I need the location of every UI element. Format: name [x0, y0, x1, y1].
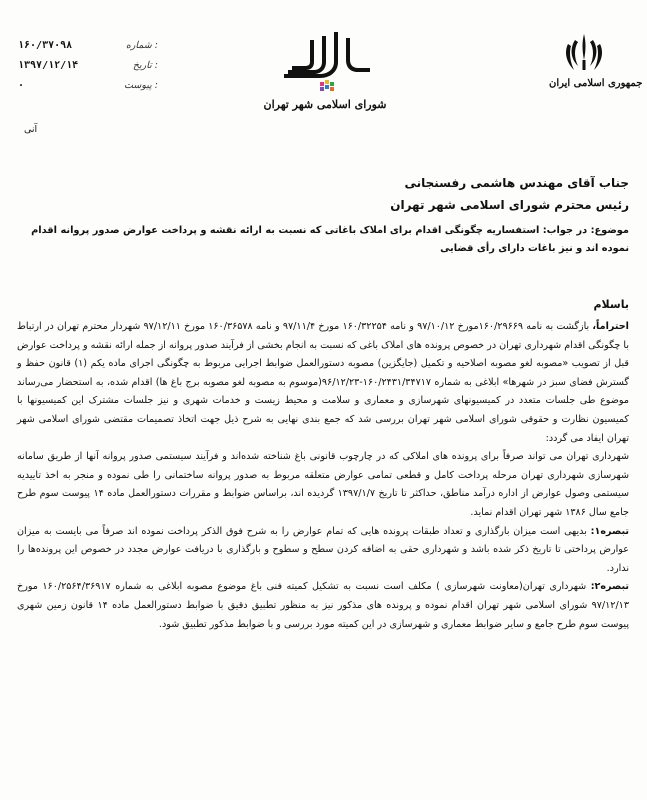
ruling-paragraph: شهرداری تهران می تواند صرفاً برای پرونده های املاکی که در چارچوب قانونی باغ شناخته شده‌اند و فرآیند سیستمی صدور پروانه آنها از طریق سامانه شهرسازی شهرداری تهران مرحله پرداخت کامل و قطعی تمامی عوارض متعلقه مربوط به صدور پروانه ساختمانی را طی نموده و منجر به اخذ تاییدیه سیستمی وصول عوارض از اداره درآمد مناطق، حداکثر تا تاریخ ۱۳۹۷/۱/۷ گردیده اند، براساس ضوابط و مقررات دستورالعمل ماده ۱۴ پیوست سوم طرح جامع سال ۱۳۸۶ شهر تهران اقدام نماید.: [17, 451, 630, 518]
note-2-label: تبصره۲:: [590, 581, 629, 593]
national-emblem: [549, 30, 643, 89]
urgency-flag: آنی: [24, 124, 38, 135]
council-logo: [260, 32, 390, 111]
meta-attachment-row: [18, 80, 158, 100]
intro-paragraph: [17, 318, 629, 448]
note-1: [17, 523, 629, 579]
letter-date: ۱۳۹۷/۱۲/۱۴: [18, 60, 79, 71]
subject-label: موضوع:: [590, 225, 629, 236]
subject-text: در جواب: استفساریه چگونگی اقدام برای املاک باغاتی که نسبت به ارائه نقشه و پرداخت عوارض صدور پروانه اقدام نموده اند و نیز باغات دارای رأی قضایی: [31, 225, 629, 254]
attachment-label: پیوست :: [124, 80, 158, 91]
addressee: [29, 172, 629, 216]
meta-number-row: [18, 40, 158, 60]
addressee-name: جناب آقای مهندس هاشمی رفسنجانی: [404, 176, 629, 190]
council-name: شورای اسلامی شهر تهران: [263, 98, 387, 111]
meta-date-row: [18, 60, 158, 80]
country-name: جمهوری اسلامی ایران: [549, 78, 643, 89]
intro-label: احتراماً،: [592, 321, 629, 332]
note-2-text: شهرداری تهران(معاونت شهرسازی ) مکلف است نسبت به تشکیل کمیته فنی باغ موضوع مصوبه ابلاغی به شماره ۱۶۰/۲۵۶۴/۳۶۹۱۷ مورخ ۹۷/۱۲/۱۳ شورای اسلامی شهر تهران اقدام نموده و پرونده های مذکور نیز به منظور تطبیق دقیق با ضوابط دستورالعمل ماده ۱۴ قانون زمین شهری پیوست سوم طرح جامع و سایر ضوابط معماری و شهرسازی در این کمیته مورد بررسی و با ضوابط مذکور تطبیق شود.: [17, 581, 629, 630]
letter-body: [17, 318, 629, 634]
note-2: [17, 578, 629, 634]
intro-text: بازگشت به نامه ۱۶۰/۲۹۶۶۹مورخ ۹۷/۱۰/۱۲ و نامه ۱۶۰/۳۲۲۵۴ مورخ ۹۷/۱۱/۴ و نامه ۱۶۰/۳۶۵۷۸ مورخ ۹۷/۱۲/۱۱ شهردار محترم تهران در ارتباط با چگونگی اقدام شهرداری تهران در خصوص پرونده های املاک باغی که نسبت به انجام بخشی از فرآیند صدور پروانه از جمله ارائه نقشه و پرداخت عوارض قبل از تصویب «مصوبه لغو مصوبه اصلاحیه و تکمیل (جایگزین) مصوبه دستورالعمل ضوابط اجرایی مربوط به چگونگی اجرای ماده یکم (۱) قانون حفظ و گسترش فضای سبز در شهرها» ابلاغی به شماره ۱۶۰/۲۴۳۱/۳۴۷۱۷-۹۶/۱۲/۲۳(موسوم به مصوبه لغو مصوبه برج باغ ها) اقدام شده، به استحضار می‌رساند موضوع طی جلسات متعدد در کمیسیونهای شهرسازی و معماری و سلامت و محیط زیست و خدمات شهری و نیز جلسات مشترک این کمیسیونها با کمیسیون نظارت و حقوقی شورای اسلامی شهر تهران بررسی شد که جمع بندی نهایی به شرح ذیل جهت اتخاذ تصمیمات مقتضی شورای اسلامی شهر تهران ایفاد می گردد:: [17, 321, 629, 444]
iran-emblem-icon: [562, 30, 606, 74]
attachment-value: ۰: [18, 80, 25, 91]
note-1-text: بدیهی است میزان بارگذاری و تعداد طبقات پرونده هایی که تمام عوارض را به شرح فوق الذکر پرداخت نموده اند صرفاً می بایست به میزان عوارض پرداختی تا تاریخ ذکر شده باشد و شهرداری حقی به اضافه کردن سطح و سطوح و بارگذاری با دریافت عوارض مجدد در خصوص این پرونده‌ها را ندارد.: [17, 525, 629, 574]
council-logo-icon: [270, 32, 380, 92]
letter-number: ۱۶۰/۳۷۰۹۸: [18, 40, 73, 51]
letter-meta: [18, 40, 158, 135]
greeting: باسلام: [593, 298, 629, 311]
subject: [17, 222, 629, 258]
letter-number-label: شماره :: [125, 40, 158, 51]
note-1-label: تبصره۱:: [590, 525, 629, 537]
letter-date-label: تاریخ :: [132, 60, 158, 71]
addressee-title: رئیس محترم شورای اسلامی شهر تهران: [390, 198, 629, 212]
